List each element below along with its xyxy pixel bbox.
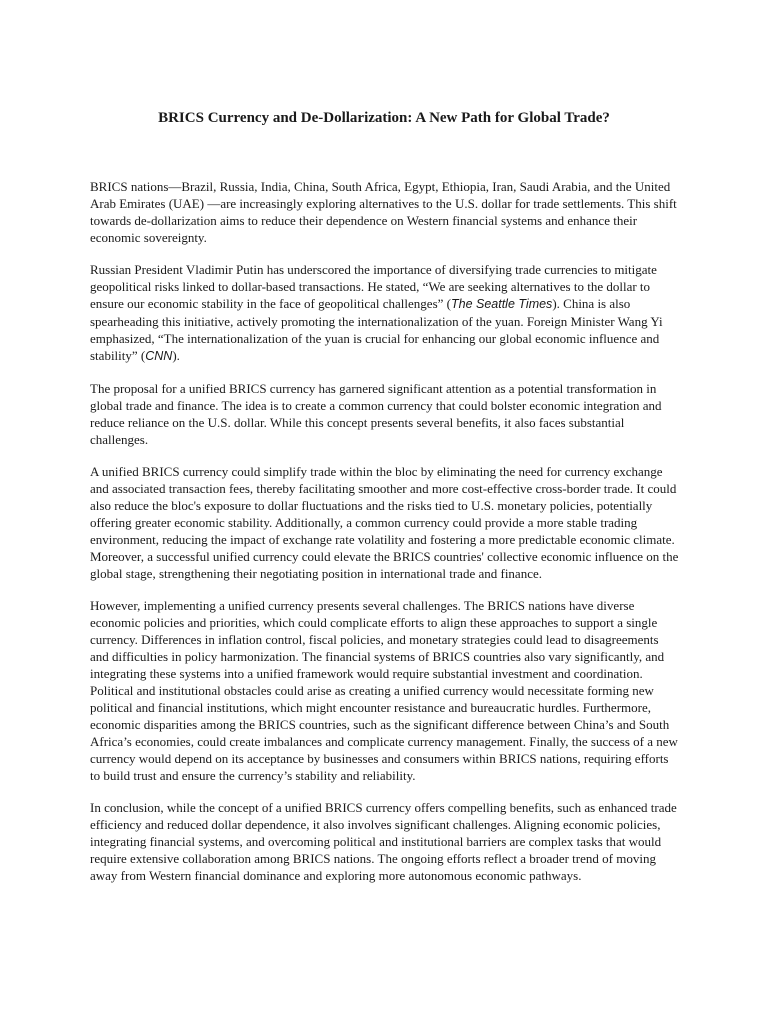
- paragraph-challenges: However, implementing a unified currency presents several challenges. The BRICS nations have diverse economic policies and priorities, which could complicate efforts to align these approaches to support a single currency. Differences in inflation control, fiscal policies, and monetary strategies could lead to disagreements and difficulties in policy harmonization. The financial systems of BRICS countries also vary significantly, and integrating these systems into a unified framework would require substantial investment and coordination. Political and institutional obstacles could arise as creating a unified currency would necessitate forming new political and financial institutions, which might encounter resistance and bureaucratic hurdles. Furthermore, economic disparities among the BRICS countries, such as the significant difference between China’s and South Africa’s economies, could create imbalances and complicate currency management. Finally, the success of a new currency would depend on its acceptance by businesses and consumers within BRICS nations, requiring efforts to build trust and ensure the currency’s stability and reliability.: [90, 598, 678, 783]
- paragraph-text: Russian President Vladimir Putin has underscored the importance of diversifying trade currencies to mitigate geopolitical risks linked to dollar-based transactions. He stated, “We are seeking alternatives to the dollar to ensure our economic stability in the face of geopolitical challenges” (: [90, 262, 657, 311]
- document-body: [90, 178, 680, 899]
- paragraph-benefits: A unified BRICS currency could simplify trade within the bloc by eliminating the need for currency exchange and associated transaction fees, thereby facilitating smoother and more cost-effective cross-border trade. It could also reduce the bloc's exposure to dollar fluctuations and the risks tied to U.S. monetary policies, potentially offering greater economic stability. Additionally, a common currency could provide a more stable trading environment, reducing the impact of exchange rate volatility and fostering a more predictable economic climate. Moreover, a successful unified currency could elevate the BRICS countries' collective economic influence on the global stage, strengthening their negotiating position in international trade and finance.: [90, 464, 679, 581]
- document-title: BRICS Currency and De-Dollarization: A New Path for Global Trade?: [158, 110, 610, 126]
- paragraph-proposal: The proposal for a unified BRICS currency has garnered significant attention as a potential transformation in global trade and finance. The idea is to create a common currency that could bolster economic integration and reduce reliance on the U.S. dollar. While this concept presents several benefits, it also faces substantial challenges.: [90, 381, 662, 447]
- paragraph-intro: BRICS nations—Brazil, Russia, India, China, South Africa, Egypt, Ethiopia, Iran, Saudi Arabia, and the United Arab Emirates (UAE) —are increasingly exploring alternatives to the U.S. dollar for trade settlements. This shift towards de-dollarization aims to reduce their dependence on Western financial systems and enhance their economic sovereignty.: [90, 179, 677, 245]
- source-citation: The Seattle Times: [450, 297, 553, 311]
- paragraph-putin-quote: [90, 261, 680, 365]
- source-citation: CNN: [145, 349, 173, 363]
- paragraph-text: ).: [172, 348, 180, 363]
- paragraph-conclusion: In conclusion, while the concept of a unified BRICS currency offers compelling benefits, such as enhanced trade efficiency and reduced dollar dependence, it also involves significant challenges. Aligning economic policies, integrating financial systems, and overcoming political and institutional barriers are complex tasks that would require extensive collaboration among BRICS nations. The ongoing efforts reflect a broader trend of moving away from Western financial dominance and exploring more autonomous economic pathways.: [90, 800, 677, 883]
- paragraph-text: ). China is also spearheading this initiative, actively promoting the internationalization of the yuan. Foreign Minister Wang Yi emphasized, “The internationalization of the yuan is crucial for enhancing our global economic influence and stability” (: [90, 296, 663, 363]
